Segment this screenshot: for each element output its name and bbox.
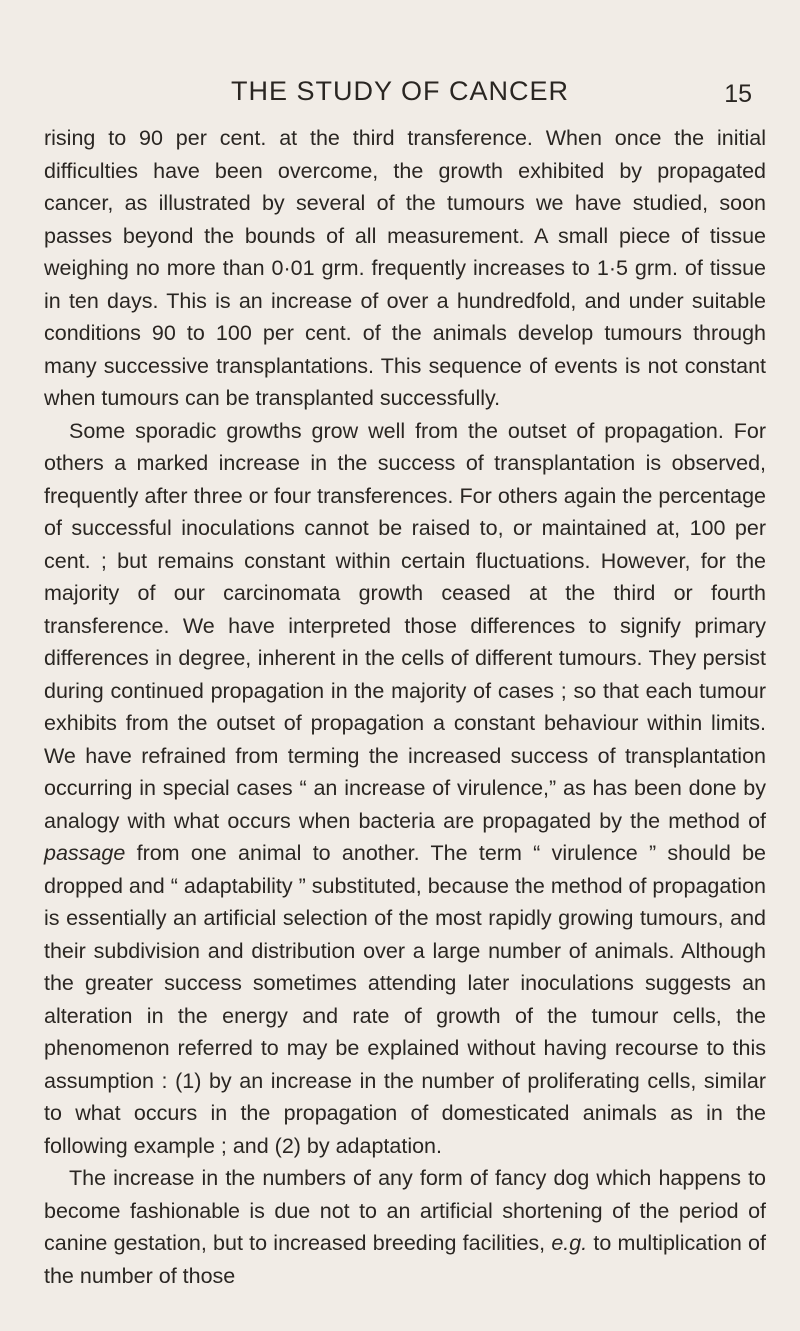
page-number: 15	[724, 80, 752, 108]
paragraph-2	[44, 415, 766, 1163]
paragraph-2-text-b: from one animal to another. The term “ virulence ” should be dropped and “ adaptability ” substituted, because the method of propagation is essentially an artificial selection of the most rapidly growing tumours, and their subdivision and distribution over a large number of animals. Although the greater success sometimes attending later inoculations suggests an alteration in the energy and rate of growth of the tumour cells, the phenomenon referred to may be explained without having recourse to this assumption : (1) by an increase in the number of proliferating cells, similar to what occurs in the propagation of domesticated animals as in the following example ; and (2) by adaptation.	[44, 841, 766, 1158]
paragraph-3-text-b: to multiplication of the number of those	[44, 1231, 766, 1288]
running-head: THE STUDY OF CANCER	[230, 76, 570, 106]
paragraph-2-text-a: Some sporadic growths grow well from the outset of propagation. For others a marked increase in the success of transplantation is observed, frequently after three or four transferences. For others again the percentage of successful inoculations cannot be raised to, or maintained at, 100 per cent. ; but remains constant within certain fluctuations. However, for the majority of our carcinomata growth ceased at the third or fourth transference. We have interpreted those differences to signify primary differences in degree, inherent in the cells of different tumours. They persist during continued propagation in the majority of cases ; so that each tumour exhibits from the outset of propagation a constant behaviour within limits. We have refrained from terming the increased success of transplantation occurring in special cases “ an increase of virulence,” as has been done by analogy with what occurs when bacteria are propagated by the method of	[44, 418, 766, 833]
italic-abbreviation-eg: e.g.	[551, 1231, 588, 1255]
body-text	[44, 122, 766, 1292]
italic-term-passage: passage	[44, 841, 126, 865]
paragraph-1	[44, 122, 766, 415]
paragraph-1-text: rising to 90 per cent. at the third transference. When once the initial difficulties have been overcome, the growth exhibited by propagated cancer, as illustrated by several of the tumours we have studied, soon passes beyond the bounds of all measurement. A small piece of tissue weighing no more than 0·01 grm. frequently increases to 1·5 grm. of tissue in ten days. This is an increase of over a hundredfold, and under suitable conditions 90 to 100 per cent. of the animals develop tumours through many successive transplantations. This sequence of events is not constant when tumours can be transplanted successfully.	[44, 126, 766, 410]
paragraph-3	[44, 1162, 766, 1292]
paragraph-3-text-a: The increase in the numbers of any form of fancy dog which happens to become fashionable is due not to an artificial shortening of the period of canine gestation, but to increased breeding facilities,	[44, 1166, 766, 1255]
